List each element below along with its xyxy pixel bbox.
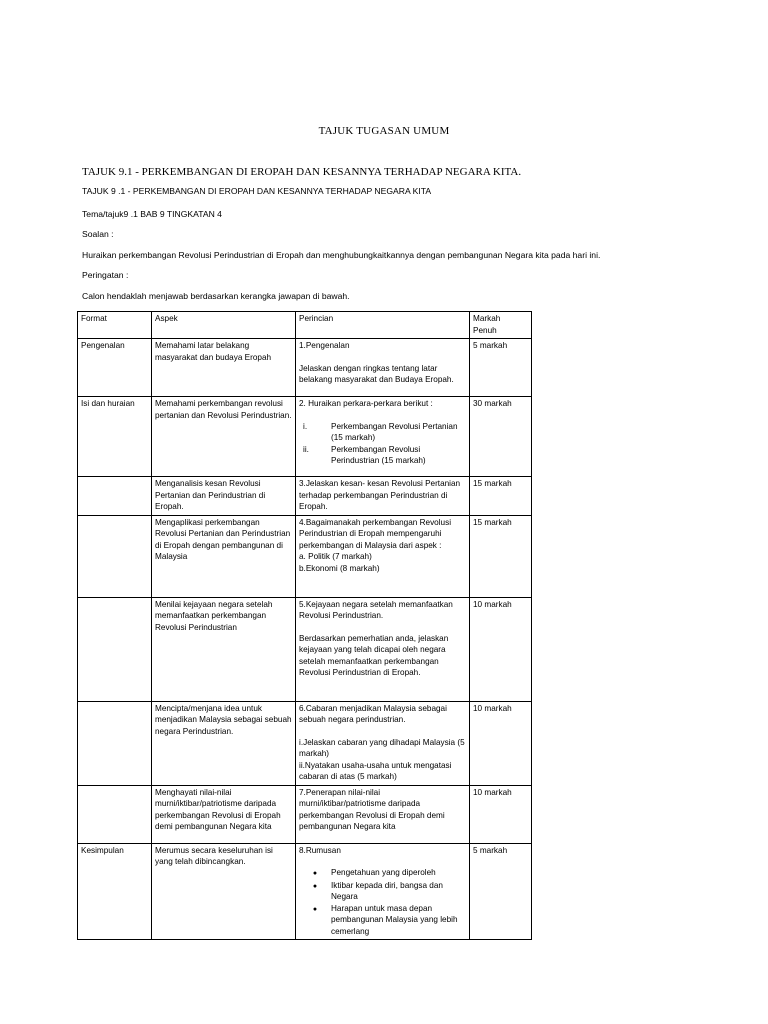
cell-perincian: 7.Penerapan nilai-nilai murni/iktibar/patriotisme daripada perkembangan Revolusi di Eropah demi pembangunan Negara kita xyxy=(296,785,470,843)
perincian-line: Berdasarkan pemerhatian anda, jelaskan kejayaan yang telah dicapai oleh negara setelah memanfaatkan perkembangan Revolusi Perindustrian di Eropah. xyxy=(299,633,449,677)
cell-format: Kesimpulan xyxy=(78,843,152,940)
cell-format xyxy=(78,597,152,701)
cell-markah: 10 markah xyxy=(470,701,532,785)
perincian-line: ii.Nyatakan usaha-usaha untuk mengatasi cabaran di atas (5 markah) xyxy=(299,760,452,781)
cell-format xyxy=(78,701,152,785)
cell-format xyxy=(78,515,152,597)
table-row xyxy=(78,515,532,597)
table-row xyxy=(78,597,532,701)
cell-aspek: Menganalisis kesan Revolusi Pertanian dan Perindustrian di Eropah. xyxy=(152,477,296,516)
cell-perincian xyxy=(296,843,470,940)
header-format: Format xyxy=(78,312,152,339)
table-header-row xyxy=(78,312,532,339)
bullet-icon: ● xyxy=(312,905,318,913)
table-row xyxy=(78,477,532,516)
cell-perincian xyxy=(296,701,470,785)
perincian-bullets xyxy=(299,867,466,937)
perincian-line: Jelaskan dengan ringkas tentang latar belakang masyarakat dan Budaya Eropah. xyxy=(299,363,454,384)
peringatan-text: Calon hendaklah menjawab berdasarkan kerangka jawapan di bawah. xyxy=(82,291,350,301)
table-row xyxy=(78,339,532,397)
cell-aspek: Memahami latar belakang masyarakat dan budaya Eropah xyxy=(152,339,296,397)
cell-format: Pengenalan xyxy=(78,339,152,397)
document-title: TAJUK TUGASAN UMUM xyxy=(318,125,450,137)
cell-perincian xyxy=(296,597,470,701)
perincian-line: b.Ekonomi (8 markah) xyxy=(299,563,380,573)
perincian-list xyxy=(299,421,466,467)
document-heading: TAJUK 9.1 - PERKEMBANGAN DI EROPAH DAN KESANNYA TERHADAP NEGARA KITA. xyxy=(82,166,522,178)
header-markah-line2: Penuh xyxy=(473,325,497,335)
perincian-line: 5.Kejayaan negara setelah memanfaatkan Revolusi Perindustrian. xyxy=(299,599,453,620)
cell-markah: 15 markah xyxy=(470,515,532,597)
subheading: TAJUK 9 .1 - PERKEMBANGAN DI EROPAH DAN KESANNYA TERHADAP NEGARA KITA xyxy=(82,186,432,196)
header-perincian: Perincian xyxy=(296,312,470,339)
table-row xyxy=(78,397,532,477)
cell-perincian xyxy=(296,339,470,397)
perincian-line: 1.Pengenalan xyxy=(299,341,350,350)
cell-aspek: Memahami perkembangan revolusi pertanian dan Revolusi Perindustrian. xyxy=(152,397,296,477)
header-markah-line1: Markah xyxy=(473,314,501,323)
rubric-table xyxy=(77,311,532,940)
cell-perincian: 3.Jelaskan kesan- kesan Revolusi Pertanian terhadap perkembangan Perindustrian di Eropah. xyxy=(296,477,470,516)
header-aspek: Aspek xyxy=(152,312,296,339)
cell-perincian xyxy=(296,515,470,597)
cell-aspek: Mengaplikasi perkembangan Revolusi Pertanian dan Perindustrian di Eropah dengan pembangunan di Malaysia xyxy=(152,515,296,597)
cell-aspek: Menghayati nilai-nilai murni/iktibar/patriotisme daripada perkembangan Revolusi di Eropah demi pembangunan Negara kita xyxy=(152,785,296,843)
perincian-line: 4.Bagaimanakah perkembangan Revolusi Perindustrian di Eropah mempengaruhi perkembangan di Malaysia dari aspek : xyxy=(299,517,452,550)
list-item: i. Perkembangan Revolusi Pertanian (15 markah) xyxy=(303,421,458,442)
cell-markah: 10 markah xyxy=(470,785,532,843)
cell-aspek: Mencipta/menjana idea untuk menjadikan Malaysia sebagai sebuah negara Perindustrian. xyxy=(152,701,296,785)
soalan-label: Soalan : xyxy=(82,229,114,239)
cell-format: Isi dan huraian xyxy=(78,397,152,477)
cell-markah: 10 markah xyxy=(470,597,532,701)
perincian-line: a. Politik (7 markah) xyxy=(299,552,372,561)
perincian-line: 6.Cabaran menjadikan Malaysia sebagai sebuah negara perindustrian. xyxy=(299,703,447,724)
list-item: ● Pengetahuan yang diperoleh xyxy=(299,867,466,880)
perincian-line: 2. Huraikan perkara-perkara berikut : xyxy=(299,399,433,408)
cell-perincian xyxy=(296,397,470,477)
header-markah xyxy=(470,312,532,339)
table-row xyxy=(78,701,532,785)
cell-format xyxy=(78,785,152,843)
cell-aspek: Menilai kejayaan negara setelah memanfaatkan perkembangan Revolusi Perindustrian xyxy=(152,597,296,701)
perincian-line: i.Jelaskan cabaran yang dihadapi Malaysia (5 markah) xyxy=(299,737,465,758)
perincian-line: 8.Rumusan xyxy=(299,845,341,855)
list-item: ii. Perkembangan Revolusi Perindustrian (15 markah) xyxy=(303,444,426,465)
list-item: ● Iktibar kepada diri, bangsa dan Negara xyxy=(299,880,466,903)
soalan-text: Huraikan perkembangan Revolusi Perindustrian di Eropah dan menghubungkaitkannya dengan pembangunan Negara kita pada hari ini. xyxy=(82,250,601,260)
cell-markah: 5 markah xyxy=(470,843,532,940)
bullet-icon: ● xyxy=(312,882,318,890)
list-item: ● Harapan untuk masa depan pembangunan Malaysia yang lebih cemerlang xyxy=(299,903,466,938)
table-row xyxy=(78,785,532,843)
cell-format xyxy=(78,477,152,516)
cell-markah: 5 markah xyxy=(470,339,532,397)
cell-markah: 15 markah xyxy=(470,477,532,516)
tema-line: Tema/tajuk9 .1 BAB 9 TINGKATAN 4 xyxy=(82,209,222,219)
table-row xyxy=(78,843,532,940)
peringatan-label: Peringatan : xyxy=(82,270,129,280)
cell-markah: 30 markah xyxy=(470,397,532,477)
bullet-icon: ● xyxy=(312,870,318,877)
cell-aspek: Merumus secara keseluruhan isi yang telah dibincangkan. xyxy=(152,843,296,940)
